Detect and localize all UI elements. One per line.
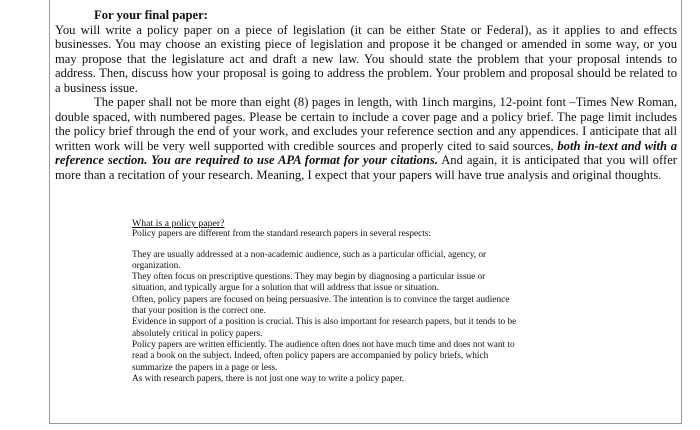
insert-point: They often focus on prescriptive questions. They may begin by diagnosing a particular issue or situation, and typically argue for a solution that will address that issue or situation. [132, 272, 486, 294]
paragraph-overview: You will write a policy paper on a piece of legislation (it can be either State or Federal), as it applies to and effects businesses. You may choose an existing piece of legislation and propose it be changed or amended in some way, or you may propose that the legislature act and draft a new law. You should state the problem that your proposal intends to address. Then, discuss how your proposal is going to address the problem. Your problem and proposal should be related to a business issue. [55, 22, 677, 95]
assignment-heading: For your final paper: [94, 8, 208, 22]
insert-point: As with research papers, there is not just one way to write a policy paper. [132, 373, 405, 384]
assignment-text [55, 8, 677, 183]
policy-paper-insert [132, 218, 520, 385]
insert-gap [132, 241, 520, 250]
insert-point: Evidence in support of a position is crucial. This is also important for research papers, but it tends to be absolutely critical in policy papers. [132, 317, 517, 339]
citation-requirement: both in-text and with a reference section. You are required to use APA format for your citations. [55, 138, 677, 168]
insert-title: What is a policy paper? [132, 218, 225, 229]
insert-point: Often, policy papers are focused on being persuasive. The intention is to convince the target audience that your position is the correct one. [132, 294, 510, 317]
insert-point: Policy papers are written efficiently. The audience often does not have much time and does not want to read a book on the subject. Indeed, often policy papers are accompanied by policy briefs, which summarize the papers in a page or less. [132, 339, 515, 373]
paragraph-requirements [55, 95, 677, 182]
requirements-text: The paper shall not be more than eight (8) pages in length, with 1inch margins, 12-point font –Times New Roman, double spaced, with numbered pages. Please be certain to include a cover page and a policy brief. The page limit includes the policy brief through the end of your work, and excludes your reference section and any appendices. I anticipate that all written work will be very well supported with credible sources and properly cited to said sources, [55, 95, 677, 153]
insert-intro: Policy papers are different from the standard research papers in several respects: [132, 229, 432, 240]
requirements-closing: And again, it is anticipated that you will offer more than a recitation of your research. Meaning, I expect that your papers will have true analysis and original thoughts. [55, 153, 677, 183]
insert-point: They are usually addressed at a non-academic audience, such as a particular official, agency, or organization. [132, 249, 487, 271]
